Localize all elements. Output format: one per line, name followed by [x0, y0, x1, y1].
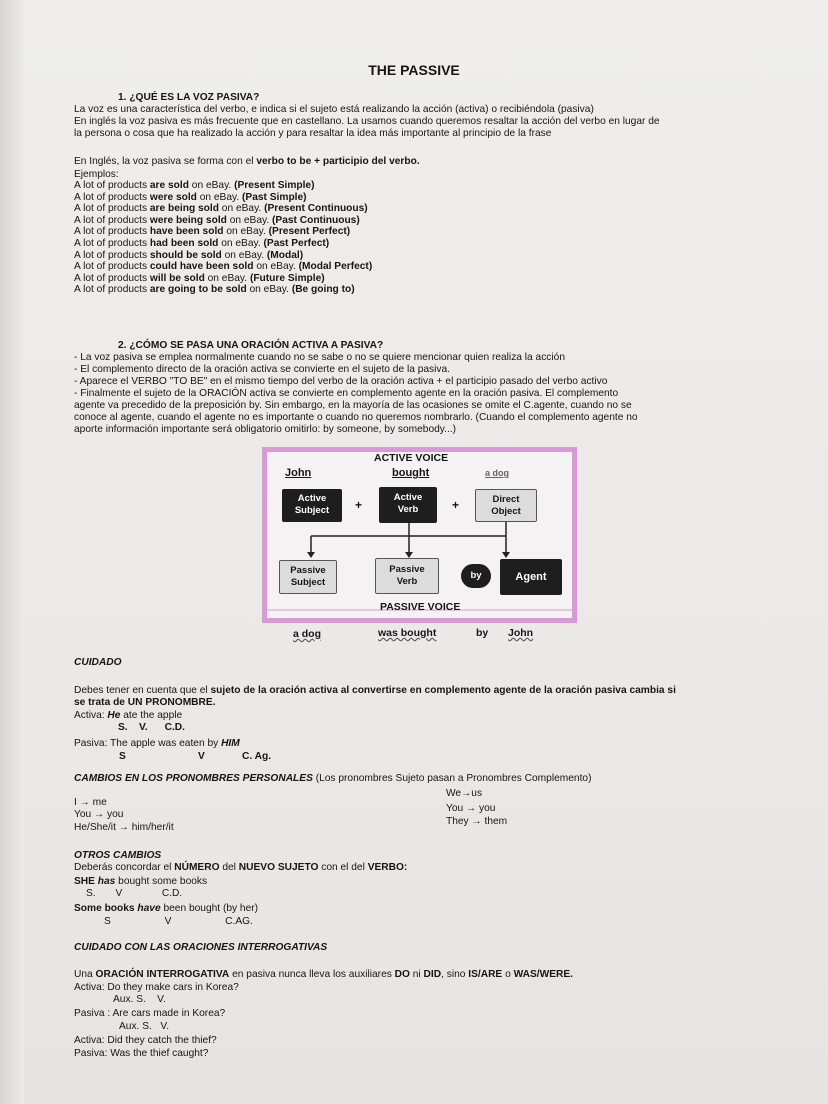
cuidado-heading: CUIDADO	[74, 657, 122, 668]
sec1-paragraph-1: La voz es una característica del verbo, e indica si el sujeto está realizando la acción (activa) o recibiéndola (pasiva)	[74, 104, 594, 115]
page-title: THE PASSIVE	[368, 62, 460, 78]
passive-subject-line2: Subject	[290, 577, 326, 588]
active-verb-line2: Verb	[397, 504, 419, 515]
active-subject-line1: Active	[297, 493, 327, 504]
below-john: John	[508, 627, 534, 639]
passive-verb-line2: Verb	[396, 576, 418, 587]
interrog-line-3: Aux. S. V.	[113, 994, 166, 1005]
cuidado-pasiva: Pasiva: The apple was eaten by HIM	[74, 738, 240, 749]
direct-object-line2: Object	[491, 506, 521, 517]
otros-line-2: SHE has bought some books	[74, 876, 208, 887]
page-fold-shadow	[0, 0, 24, 1104]
active-voice-label: ACTIVE VOICE	[374, 452, 449, 464]
passive-voice-label: PASSIVE VOICE	[380, 601, 461, 613]
otros-line-5: S V C.AG.	[104, 916, 253, 927]
cuidado-activa-parts: S. V. C.D.	[118, 722, 185, 733]
direct-object-box	[475, 489, 537, 522]
passive-subject-box	[279, 560, 337, 594]
interrog-line-5: Aux. S. V.	[119, 1021, 170, 1032]
passive-verb-box	[375, 558, 439, 594]
pronoun-right-1: We→us	[446, 788, 483, 799]
sec2-line-4: - Finalmente el sujeto de la ORACIÓN activa se convierte en complemento agente en la oración pasiva. El complemento	[74, 388, 619, 399]
cuidado-pasiva-s: S	[119, 751, 126, 762]
pronoun-right-3: They → them	[446, 816, 508, 827]
interrog-heading: CUIDADO CON LAS ORACIONES INTERROGATIVAS	[74, 942, 328, 953]
sec2-line-1: - La voz pasiva se emplea normalmente cuando no se sabe o no se quiere mencionar quien realiza la acción	[74, 352, 565, 363]
example-line: A lot of products have been sold on eBay. (Present Perfect)	[74, 226, 351, 238]
sec1-paragraph-3: la persona o cosa que ha realizado la acción y para resaltar la idea más importante al principio de la frase	[74, 128, 552, 139]
direct-object-line1: Direct	[492, 494, 520, 505]
example-line: A lot of products had been sold on eBay. (Past Perfect)	[74, 238, 330, 249]
interrog-line-4: Pasiva : Are cars made in Korea?	[74, 1008, 226, 1019]
word-a-dog-handwritten: a dog	[485, 468, 509, 478]
plus-sign-1: +	[355, 498, 363, 512]
example-line: A lot of products could have been sold on eBay. (Modal Perfect)	[74, 261, 373, 273]
example-line: A lot of products are sold on eBay. (Present Simple)	[74, 180, 315, 191]
otros-line-1: Deberás concordar el NÚMERO del NUEVO SUJETO con el del VERBO:	[74, 862, 408, 873]
example-line: A lot of products are going to be sold on eBay. (Be going to)	[74, 284, 355, 296]
pronoun-left-2: You → you	[74, 809, 124, 820]
example-line: A lot of products will be sold on eBay. (Future Simple)	[74, 272, 325, 284]
active-passive-diagram	[262, 447, 577, 623]
passive-verb-line1: Passive	[389, 564, 425, 575]
plus-sign-2: +	[452, 498, 460, 512]
below-was-bought: was bought	[378, 627, 437, 639]
cuidado-line-1: Debes tener en cuenta que el sujeto de la oración activa al convertirse en complemento agente de la oración pasiva cambia si	[74, 685, 676, 696]
sec2-line-3: - Aparece el VERBO "TO BE" en el mismo tiempo del verbo de la oración activa + el participio pasado del verbo activo	[74, 376, 608, 387]
sec1-paragraph-2: En inglés la voz pasiva es más frecuente que en castellano. La usamos cuando queremos resaltar la acción del verbo en lugar de	[74, 116, 660, 127]
otros-line-3: S. V C.D.	[86, 888, 183, 899]
sec1-form-line: En Inglés, la voz pasiva se forma con el verbo to be + participio del verbo.	[74, 156, 420, 167]
pronoun-left-3: He/She/it → him/her/it	[74, 822, 174, 833]
example-line: A lot of products were sold on eBay. (Past Simple)	[74, 191, 307, 203]
sec2-line-2: - El complemento directo de la oración activa se convierte en el sujeto de la pasiva.	[74, 364, 451, 375]
cuidado-activa: Activa: He ate the apple	[74, 710, 183, 721]
sec2-line-7: aporte información importante será obligatorio omitirlo: by someone, by somebody...)	[74, 424, 457, 435]
word-john: John	[285, 467, 312, 479]
ejemplos-label: Ejemplos:	[74, 169, 119, 180]
agent-box: Agent	[500, 559, 562, 595]
passive-subject-line1: Passive	[290, 565, 326, 576]
word-bought: bought	[392, 467, 430, 479]
active-verb-line1: Active	[393, 492, 423, 503]
sec2-line-6: conoce al agente, cuando el agente no es importante o cuando no queremos nombrarlo. (Cuando el complemento agente no	[74, 412, 638, 423]
pronoun-right-2: You → you	[446, 803, 496, 814]
below-by: by	[476, 627, 489, 639]
interrog-line-1: Una ORACIÓN INTERROGATIVA en pasiva nunca lleva los auxiliares DO ni DID, sino IS/ARE o WAS/WERE.	[74, 969, 573, 980]
cuidado-pasiva-cag: C. Ag.	[242, 751, 272, 762]
below-a-dog: a dog	[293, 628, 321, 640]
active-subject-box	[282, 489, 342, 522]
example-line: A lot of products should be sold on eBay. (Modal)	[74, 249, 304, 261]
cambios-heading: CAMBIOS EN LOS PRONOMBRES PERSONALES (Los pronombres Sujeto pasan a Pronombres Complemento)	[74, 773, 592, 784]
cuidado-pasiva-v: V	[198, 751, 205, 762]
interrog-line-6: Activa: Did they catch the thief?	[74, 1035, 217, 1046]
section-1-heading: 1. ¿QUÉ ES LA VOZ PASIVA?	[118, 92, 260, 103]
by-pill: by	[461, 564, 491, 588]
sec2-line-5: agente va precedido de la preposición by. Sin embargo, en la mayoría de las ocasiones se omite el C.agente, cuando no se	[74, 400, 632, 411]
active-verb-box	[379, 487, 437, 523]
otros-line-4: Some books have been bought (by her)	[74, 903, 259, 914]
interrog-line-2: Activa: Do they make cars in Korea?	[74, 982, 239, 993]
active-subject-line2: Subject	[294, 505, 330, 516]
interrog-line-7: Pasiva: Was the thief caught?	[74, 1048, 209, 1059]
cuidado-line-2: se trata de UN PRONOMBRE.	[74, 697, 216, 708]
section-2-heading: 2. ¿CÓMO SE PASA UNA ORACIÓN ACTIVA A PASIVA?	[118, 340, 384, 351]
example-line: A lot of products were being sold on eBay. (Past Continuous)	[74, 214, 360, 226]
example-line: A lot of products are being sold on eBay. (Present Continuous)	[74, 203, 368, 215]
pronoun-left-1: I → me	[74, 797, 107, 808]
otros-heading: OTROS CAMBIOS	[74, 850, 162, 861]
